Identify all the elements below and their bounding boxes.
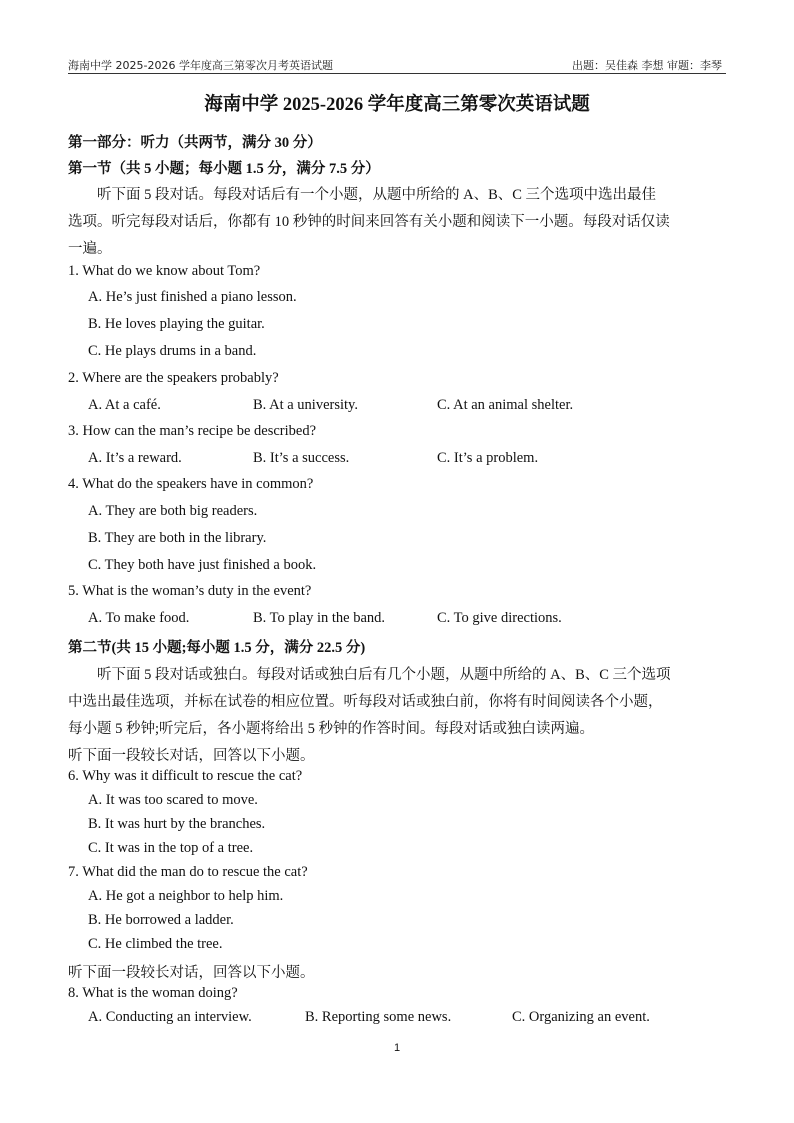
q1-option-a: A. He’s just finished a piano lesson.: [88, 289, 297, 305]
dialogue-note: 听下面一段较长对话，回答以下小题。: [68, 748, 315, 764]
q4-option-b: B. They are both in the library.: [88, 530, 267, 546]
section2-instruction-line: 每小题 5 秒钟;听完后，各小题将给出 5 秒钟的作答时间。每段对话或独白读两遍。: [68, 721, 595, 737]
question-6: 6. Why was it difficult to rescue the cat?: [68, 768, 303, 784]
q7-option-a: A. He got a neighbor to help him.: [88, 888, 284, 904]
section1-heading: 第一节（共 5 小题；每小题 1.5 分，满分 7.5 分）: [68, 161, 380, 177]
section1-instruction-line: 一遍。: [68, 241, 112, 257]
part1-heading: 第一部分：听力（共两节，满分 30 分）: [68, 135, 322, 151]
q1-option-c: C. He plays drums in a band.: [88, 343, 257, 359]
q8-option-c: C. Organizing an event.: [512, 1009, 650, 1025]
q5-option-a: A. To make food.: [88, 610, 190, 626]
q3-option-c: C. It’s a problem.: [437, 450, 539, 466]
question-8: 8. What is the woman doing?: [68, 985, 238, 1001]
header-exam-name: 海南中学 2025-2026 学年度高三第零次月考英语试题: [68, 59, 333, 72]
q6-option-a: A. It was too scared to move.: [88, 792, 258, 808]
q5-option-c: C. To give directions.: [437, 610, 562, 626]
q1-option-b: B. He loves playing the guitar.: [88, 316, 265, 332]
q8-option-a: A. Conducting an interview.: [88, 1009, 252, 1025]
question-5: 5. What is the woman’s duty in the event?: [68, 583, 312, 599]
q7-option-c: C. He climbed the tree.: [88, 936, 223, 952]
page-header: [68, 55, 726, 74]
question-1: 1. What do we know about Tom?: [68, 263, 261, 279]
page-number: 1: [393, 1042, 401, 1054]
section2-heading: 第二节(共 15 小题;每小题 1.5 分，满分 22.5 分): [68, 640, 366, 656]
q6-option-b: B. It was hurt by the branches.: [88, 816, 266, 832]
header-authors: 出题：吴佳森 李想 审题：李琴: [572, 59, 722, 72]
section2-instruction-line: 中选出最佳选项，并标在试卷的相应位置。听每段对话或独白前，你将有时间阅读各个小题，: [68, 694, 663, 710]
q3-option-a: A. It’s a reward.: [88, 450, 182, 466]
q2-option-b: B. At a university.: [253, 397, 358, 413]
question-3: 3. How can the man’s recipe be described?: [68, 423, 317, 439]
q7-option-b: B. He borrowed a ladder.: [88, 912, 234, 928]
q8-option-b: B. Reporting some news.: [305, 1009, 452, 1025]
section1-instruction-line: 听下面 5 段对话。每段对话后有一个小题，从题中所给的 A、B、C 三个选项中选出最佳: [68, 187, 657, 203]
question-2: 2. Where are the speakers probably?: [68, 370, 279, 386]
q3-option-b: B. It’s a success.: [253, 450, 350, 466]
q2-option-c: C. At an animal shelter.: [437, 397, 574, 413]
q4-option-a: A. They are both big readers.: [88, 503, 258, 519]
q4-option-c: C. They both have just finished a book.: [88, 557, 317, 573]
exam-title: 海南中学 2025-2026 学年度高三第零次英语试题: [204, 95, 590, 115]
q5-option-b: B. To play in the band.: [253, 610, 386, 626]
q6-option-c: C. It was in the top of a tree.: [88, 840, 254, 856]
dialogue-note: 听下面一段较长对话，回答以下小题。: [68, 965, 315, 981]
section2-instruction-line: 听下面 5 段对话或独白。每段对话或独白后有几个小题，从题中所给的 A、B、C 三个选项: [68, 667, 671, 683]
section1-instruction-line: 选项。听完每段对话后，你都有 10 秒钟的时间来回答有关小题和阅读下一小题。每段对话仅读: [68, 214, 670, 230]
question-7: 7. What did the man do to rescue the cat?: [68, 864, 308, 880]
question-4: 4. What do the speakers have in common?: [68, 476, 314, 492]
q2-option-a: A. At a café.: [88, 397, 161, 413]
